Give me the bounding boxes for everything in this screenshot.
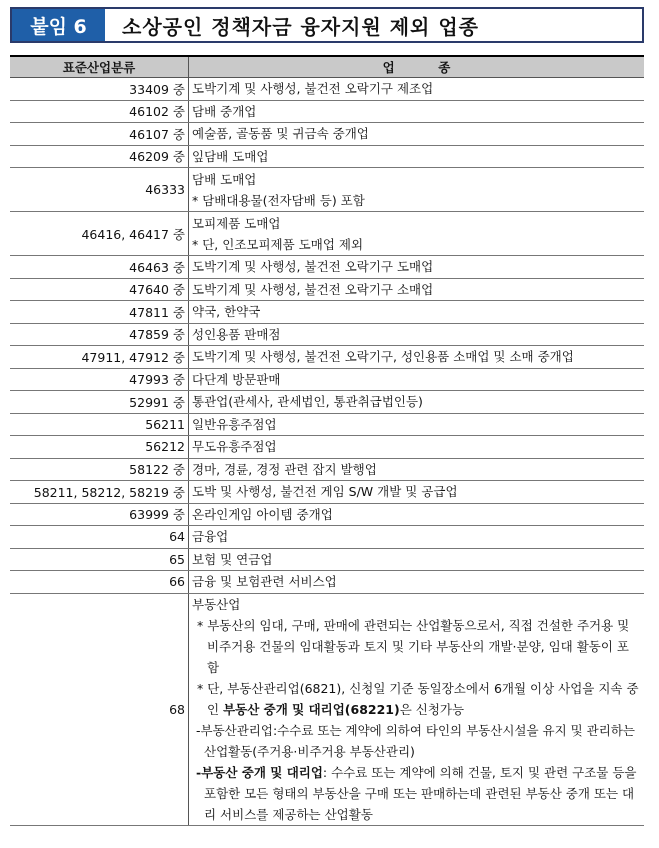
industry-description-cell	[189, 436, 645, 459]
industry-exception-note	[192, 678, 641, 720]
table-row	[10, 123, 644, 146]
industry-description-cell	[189, 391, 645, 414]
industry-description: 예술품, 골동품 및 귀금속 중개업	[192, 126, 369, 142]
industry-code: 56211	[10, 413, 189, 436]
industry-description-cell	[189, 78, 645, 101]
industry-note: * 단, 인조모피제품 도매업 제외	[192, 236, 364, 252]
industry-code: 52991 중	[10, 391, 189, 414]
sub-definition-text: : 수수료 또는 계약에 의해 건물, 토지 및 관련 구조물 등을 포함한 모든 형태의 부동산을 구매 또는 판매하는데 관련된 부동산 중개 또는 대리 서비스를 제공하는 산업활동	[204, 764, 637, 822]
industry-description-cell	[189, 593, 645, 825]
industry-description-cell	[189, 168, 645, 212]
sub-definition-brokerage	[192, 762, 641, 825]
industry-description-cell	[189, 503, 645, 526]
industry-description: 온라인게임 아이템 중개업	[192, 506, 333, 522]
column-header-code: 표준산업분류	[10, 56, 189, 78]
table-row	[10, 168, 644, 212]
industry-description-cell	[189, 278, 645, 301]
table-row	[10, 78, 644, 101]
industry-description: 잎담배 도매업	[192, 148, 269, 164]
industry-description: 도박기계 및 사행성, 불건전 오락기구, 성인용품 소매업 및 소매 중개업	[192, 349, 574, 365]
industry-description: 담배 중개업	[192, 103, 257, 119]
industry-code: 46416, 46417 중	[10, 212, 189, 256]
industry-code: 33409 중	[10, 78, 189, 101]
industry-description-cell	[189, 368, 645, 391]
table-row	[10, 571, 644, 594]
industry-description-cell	[189, 548, 645, 571]
table-row	[10, 100, 644, 123]
title-box	[10, 7, 644, 43]
industry-code: 46463 중	[10, 256, 189, 279]
industry-description: 통관업(관세사, 관세법인, 통관취급법인등)	[192, 394, 423, 410]
document-title: 소상공인 정책자금 융자지원 제외 업종	[122, 14, 479, 39]
sub-definition-bold: -부동산 중개 및 대리업	[196, 764, 323, 780]
industry-description: 담배 도매업	[192, 171, 257, 187]
table-row	[10, 436, 644, 459]
industry-code: 46107 중	[10, 123, 189, 146]
note-text-end: 은 신청가능	[399, 701, 465, 717]
industry-description: 부동산업	[192, 596, 241, 612]
industry-description: 다단계 방문판매	[192, 371, 281, 387]
table-row	[10, 346, 644, 369]
industry-description-cell	[189, 100, 645, 123]
industry-description-cell	[189, 123, 645, 146]
table-row	[10, 526, 644, 549]
table-row	[10, 548, 644, 571]
table-row	[10, 413, 644, 436]
industry-description-cell	[189, 323, 645, 346]
table-row	[10, 278, 644, 301]
industry-note: * 부동산의 임대, 구매, 판매에 관련되는 산업활동으로서, 직접 건설한 주거용 및 비주거용 건물의 임대활동과 토지 및 기타 부동산의 개발·분양, 임대 활동이 포함	[197, 617, 630, 675]
industry-code: 47640 중	[10, 278, 189, 301]
industry-description: 약국, 한약국	[192, 304, 261, 320]
industry-description-cell	[189, 481, 645, 504]
industry-code: 47911, 47912 중	[10, 346, 189, 369]
industry-description: 금융업	[192, 529, 229, 545]
industry-code: 58122 중	[10, 458, 189, 481]
attachment-badge: 붙임 6	[12, 9, 105, 41]
table-row	[10, 212, 644, 256]
industry-description-cell	[189, 212, 645, 256]
industry-description: 도박기계 및 사행성, 불건전 오락기구 도매업	[192, 259, 434, 275]
industry-description-cell	[189, 145, 645, 168]
industry-description: 보험 및 연금업	[192, 551, 273, 567]
table-row-real-estate	[10, 593, 644, 825]
sub-definition-management: -부동산관리업:수수료 또는 계약에 의하여 타인의 부동산시설을 유지 및 관리하는 산업활동(주거용·비주거용 부동산관리)	[196, 722, 635, 759]
industry-code: 65	[10, 548, 189, 571]
industry-code: 46209 중	[10, 145, 189, 168]
industry-description-cell	[189, 526, 645, 549]
table-row	[10, 145, 644, 168]
table-row	[10, 301, 644, 324]
industry-code: 68	[10, 593, 189, 825]
industry-description: 무도유흥주점업	[192, 439, 277, 455]
industry-description: 성인용품 판매점	[192, 326, 281, 342]
industry-description: 도박 및 사행성, 불건전 게임 S/W 개발 및 공급업	[192, 484, 458, 500]
industry-description: 도박기계 및 사행성, 불건전 오락기구 소매업	[192, 281, 434, 297]
industry-code: 47811 중	[10, 301, 189, 324]
table-row	[10, 503, 644, 526]
industry-description: 도박기계 및 사행성, 불건전 오락기구 제조업	[192, 81, 434, 97]
industry-code: 46333	[10, 168, 189, 212]
industry-code: 64	[10, 526, 189, 549]
table-row	[10, 368, 644, 391]
industry-code: 46102 중	[10, 100, 189, 123]
industry-note: * 담배대용물(전자담배 등) 포함	[192, 192, 365, 208]
table-row	[10, 458, 644, 481]
industry-description-cell	[189, 301, 645, 324]
industry-code: 66	[10, 571, 189, 594]
industry-description-cell	[189, 413, 645, 436]
industry-code: 63999 중	[10, 503, 189, 526]
industry-description-cell	[189, 571, 645, 594]
note-text: * 단, 부동산관리업(6821), 신청일 기준 동일장소에서 6개월 이상 사업을 지속 중인	[197, 680, 639, 717]
table-row	[10, 256, 644, 279]
excluded-industries-table	[10, 55, 644, 826]
note-bold-text: 부동산 중개 및 대리업(68221)	[223, 701, 400, 717]
table-row	[10, 323, 644, 346]
table-row	[10, 481, 644, 504]
industry-description: 금융 및 보험관련 서비스업	[192, 574, 337, 590]
industry-code: 58211, 58212, 58219 중	[10, 481, 189, 504]
industry-code: 47993 중	[10, 368, 189, 391]
industry-description-cell	[189, 458, 645, 481]
column-header-industry: 업 종	[189, 56, 645, 78]
industry-code: 56212	[10, 436, 189, 459]
industry-description: 경마, 경륜, 경정 관련 잡지 발행업	[192, 461, 377, 477]
industry-description: 일반유흥주점업	[192, 416, 277, 432]
industry-description: 모피제품 도매업	[192, 215, 281, 231]
industry-code: 47859 중	[10, 323, 189, 346]
industry-description-cell	[189, 346, 645, 369]
table-row	[10, 391, 644, 414]
industry-description-cell	[189, 256, 645, 279]
